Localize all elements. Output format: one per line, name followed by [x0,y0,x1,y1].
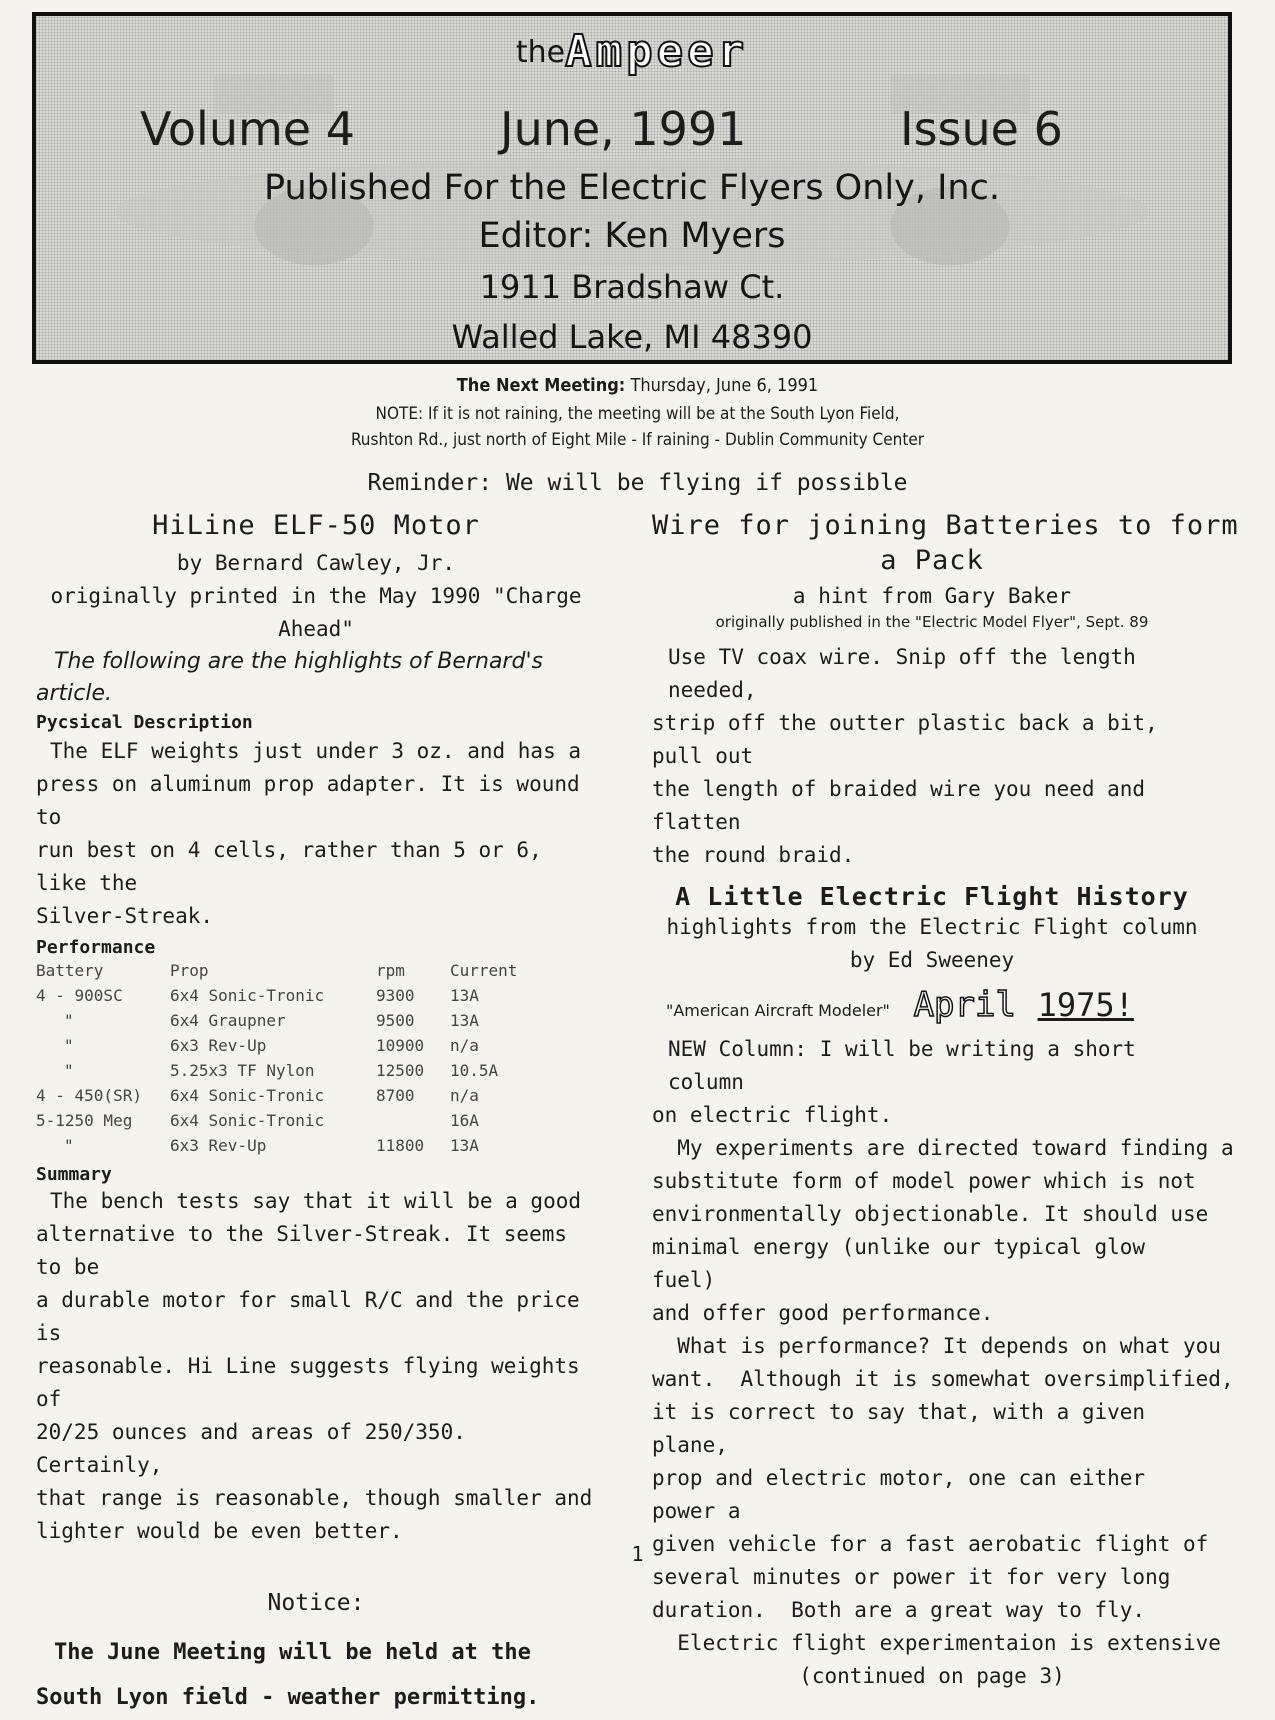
volume-label: Volume 4 [140,102,355,156]
table-header-row [36,958,523,983]
text-line: and offer good performance. [652,1301,994,1325]
publisher-line: Published For the Electric Flyers Only, Inc. [264,168,1000,208]
history-source [666,985,1212,1025]
table-cell: 6x4 Sonic-Tronic [170,1086,325,1105]
table-row [36,1108,523,1133]
text-line: NEW Column: I will be writing a short column [668,1037,1136,1094]
meeting-note-2: Rushton Rd., just north of Eight Mile - If raining - Dublin Community Center [350,430,925,450]
article-title-wire-2: a Pack [880,545,984,576]
hint-byline: a hint from Gary Baker [792,584,1072,608]
reminder: Reminder: We will be flying if possible [367,470,908,496]
text-line: several minutes or power it for very long [652,1565,1171,1589]
text-line: it is correct to say that, with a given plane, [652,1400,1146,1457]
table-cell: n/a [450,1086,479,1105]
editor-line: Editor: Ken Myers [478,216,786,256]
intro-line-1: The following are the highlights of Bernard's [54,649,543,674]
source-month: April [913,985,1016,1025]
source-year: 1975! [1037,986,1134,1024]
table-row [36,1008,523,1033]
table-cell: 4 - 450(SR) [36,1086,142,1105]
table-row [36,1058,523,1083]
text-line: The bench tests say that it will be a good [50,1189,582,1213]
summary-text [36,1185,596,1548]
issue-number: Issue 6 [900,102,1063,156]
text-line: Silver-Streak. [36,904,214,928]
column-header: rpm [376,961,405,980]
physical-text [36,735,596,933]
table-cell: 6x4 Sonic-Tronic [170,986,325,1005]
text-line: on electric flight. [652,1103,893,1127]
article-title-wire-1: Wire for joining Batteries to form [652,510,1239,541]
issue-date: June, 1991 [500,102,747,156]
wire-text [652,641,1212,872]
text-line: duration. Both are a great way to fly. [652,1598,1146,1622]
history-sub-2: by Ed Sweeney [849,948,1015,972]
text-line: reasonable. Hi Line suggests flying weights of [36,1354,580,1411]
orig-line-2: Ahead" [278,617,354,641]
text-line: minimal energy (unlike our typical glow fuel) [652,1235,1146,1292]
table-cell: 10900 [376,1036,425,1055]
text-line: run best on 4 cells, rather than 5 or 6, like the [36,838,542,895]
table-row [36,1033,523,1058]
text-line: that range is reasonable, though smaller and [36,1486,593,1510]
table-cell: 10.5A [450,1061,499,1080]
text-line: Use TV coax wire. Snip off the length needed, [668,645,1136,702]
table-cell: n/a [450,1036,479,1055]
right-column [652,510,1239,1693]
table-cell: 13A [450,1136,479,1155]
table-cell: " [64,1061,74,1080]
hint-source: originally published in the "Electric Model Flyer", Sept. 89 [715,613,1149,631]
table-cell: 6x4 Graupner [170,1011,286,1030]
source-name: "American Aircraft Modeler" [666,1001,890,1020]
notice-heading: Notice: [267,1590,365,1616]
section-heading-physical: Pycsical Description [36,712,253,733]
text-line: given vehicle for a fast aerobatic flight of [652,1532,1209,1556]
table-cell: 12500 [376,1061,425,1080]
text-line: My experiments are directed toward finding a [652,1136,1234,1160]
table-cell: " [64,1036,74,1055]
notice-line-1: The June Meeting will be held at the [54,1640,531,1665]
table-cell: 6x3 Rev-Up [170,1136,267,1155]
table-cell: 11800 [376,1136,425,1155]
text-line: The ELF weights just under 3 oz. and has a [50,739,582,763]
notice-line-2: South Lyon field - weather permitting. [36,1685,540,1710]
text-line: alternative to the Silver-Streak. It seems to be [36,1222,568,1279]
table-cell: 5.25x3 TF Nylon [170,1061,315,1080]
text-line: 20/25 ounces and areas of 250/350. Certainly, [36,1420,466,1477]
city-line: Walled Lake, MI 48390 [451,318,813,356]
page-number: 1 [631,1542,644,1566]
table-cell: 13A [450,1011,479,1030]
table-row [36,983,523,1008]
section-heading-summary: Summary [36,1164,112,1185]
table-cell: 4 - 900SC [36,986,123,1005]
table-cell: 5-1250 Meg [36,1111,133,1130]
table-row [36,1083,523,1108]
table-cell: " [64,1136,74,1155]
text-line: What is performance? It depends on what you [652,1334,1221,1358]
orig-line-1: originally printed in the May 1990 "Charge [50,584,582,608]
table-cell: 6x4 Sonic-Tronic [170,1111,325,1130]
table-row [36,1133,523,1158]
address-line: 1911 Bradshaw Ct. [479,268,785,306]
text-line: the length of braided wire you need and flatten [652,777,1146,834]
meeting-note-1: NOTE: If it is not raining, the meeting will be at the South Lyon Field, [375,404,900,424]
table-cell: 13A [450,986,479,1005]
text-line: strip off the outter plastic back a bit, pull out [652,711,1158,768]
next-meeting: The Next Meeting: Thursday, June 6, 1991 [456,375,819,396]
performance-table [36,958,523,1158]
section-heading-performance: Performance [36,937,156,958]
text-line: prop and electric motor, one can either power a [652,1466,1146,1523]
table-cell: 9500 [376,1011,415,1030]
table-cell: 16A [450,1111,479,1130]
table-cell: 8700 [376,1086,415,1105]
byline: by Bernard Cawley, Jr. [176,551,456,575]
masthead-title: theAmpeer [515,26,749,77]
text-line: environmentally objectionable. It should use [652,1202,1209,1226]
text-line: Electric flight experimentaion is extensive [652,1631,1221,1655]
column-header: Prop [170,961,209,980]
column-header: Current [450,961,518,980]
text-line: the round braid. [652,843,855,867]
table-cell: 9300 [376,986,415,1005]
column-header: Battery [36,961,104,980]
text-line: press on aluminum prop adapter. It is wound to [36,772,580,829]
table-cell [376,1108,450,1133]
text-line: lighter would be even better. [36,1519,403,1543]
text-line: substitute form of model power which is not [652,1169,1196,1193]
intro-line-2: article. [36,681,113,706]
continued-note: (continued on page 3) [799,1664,1065,1688]
text-line: want. Although it is somewhat oversimplified, [652,1367,1234,1391]
left-column [36,510,596,1720]
masthead [32,12,1232,364]
history-sub-1: highlights from the Electric Flight column [666,915,1198,939]
article-title-hiline: HiLine ELF-50 Motor [152,510,480,541]
table-cell: " [64,1011,74,1030]
text-line: a durable motor for small R/C and the price is [36,1288,580,1345]
table-cell: 6x3 Rev-Up [170,1036,267,1055]
article-title-history: A Little Electric Flight History [675,882,1189,911]
